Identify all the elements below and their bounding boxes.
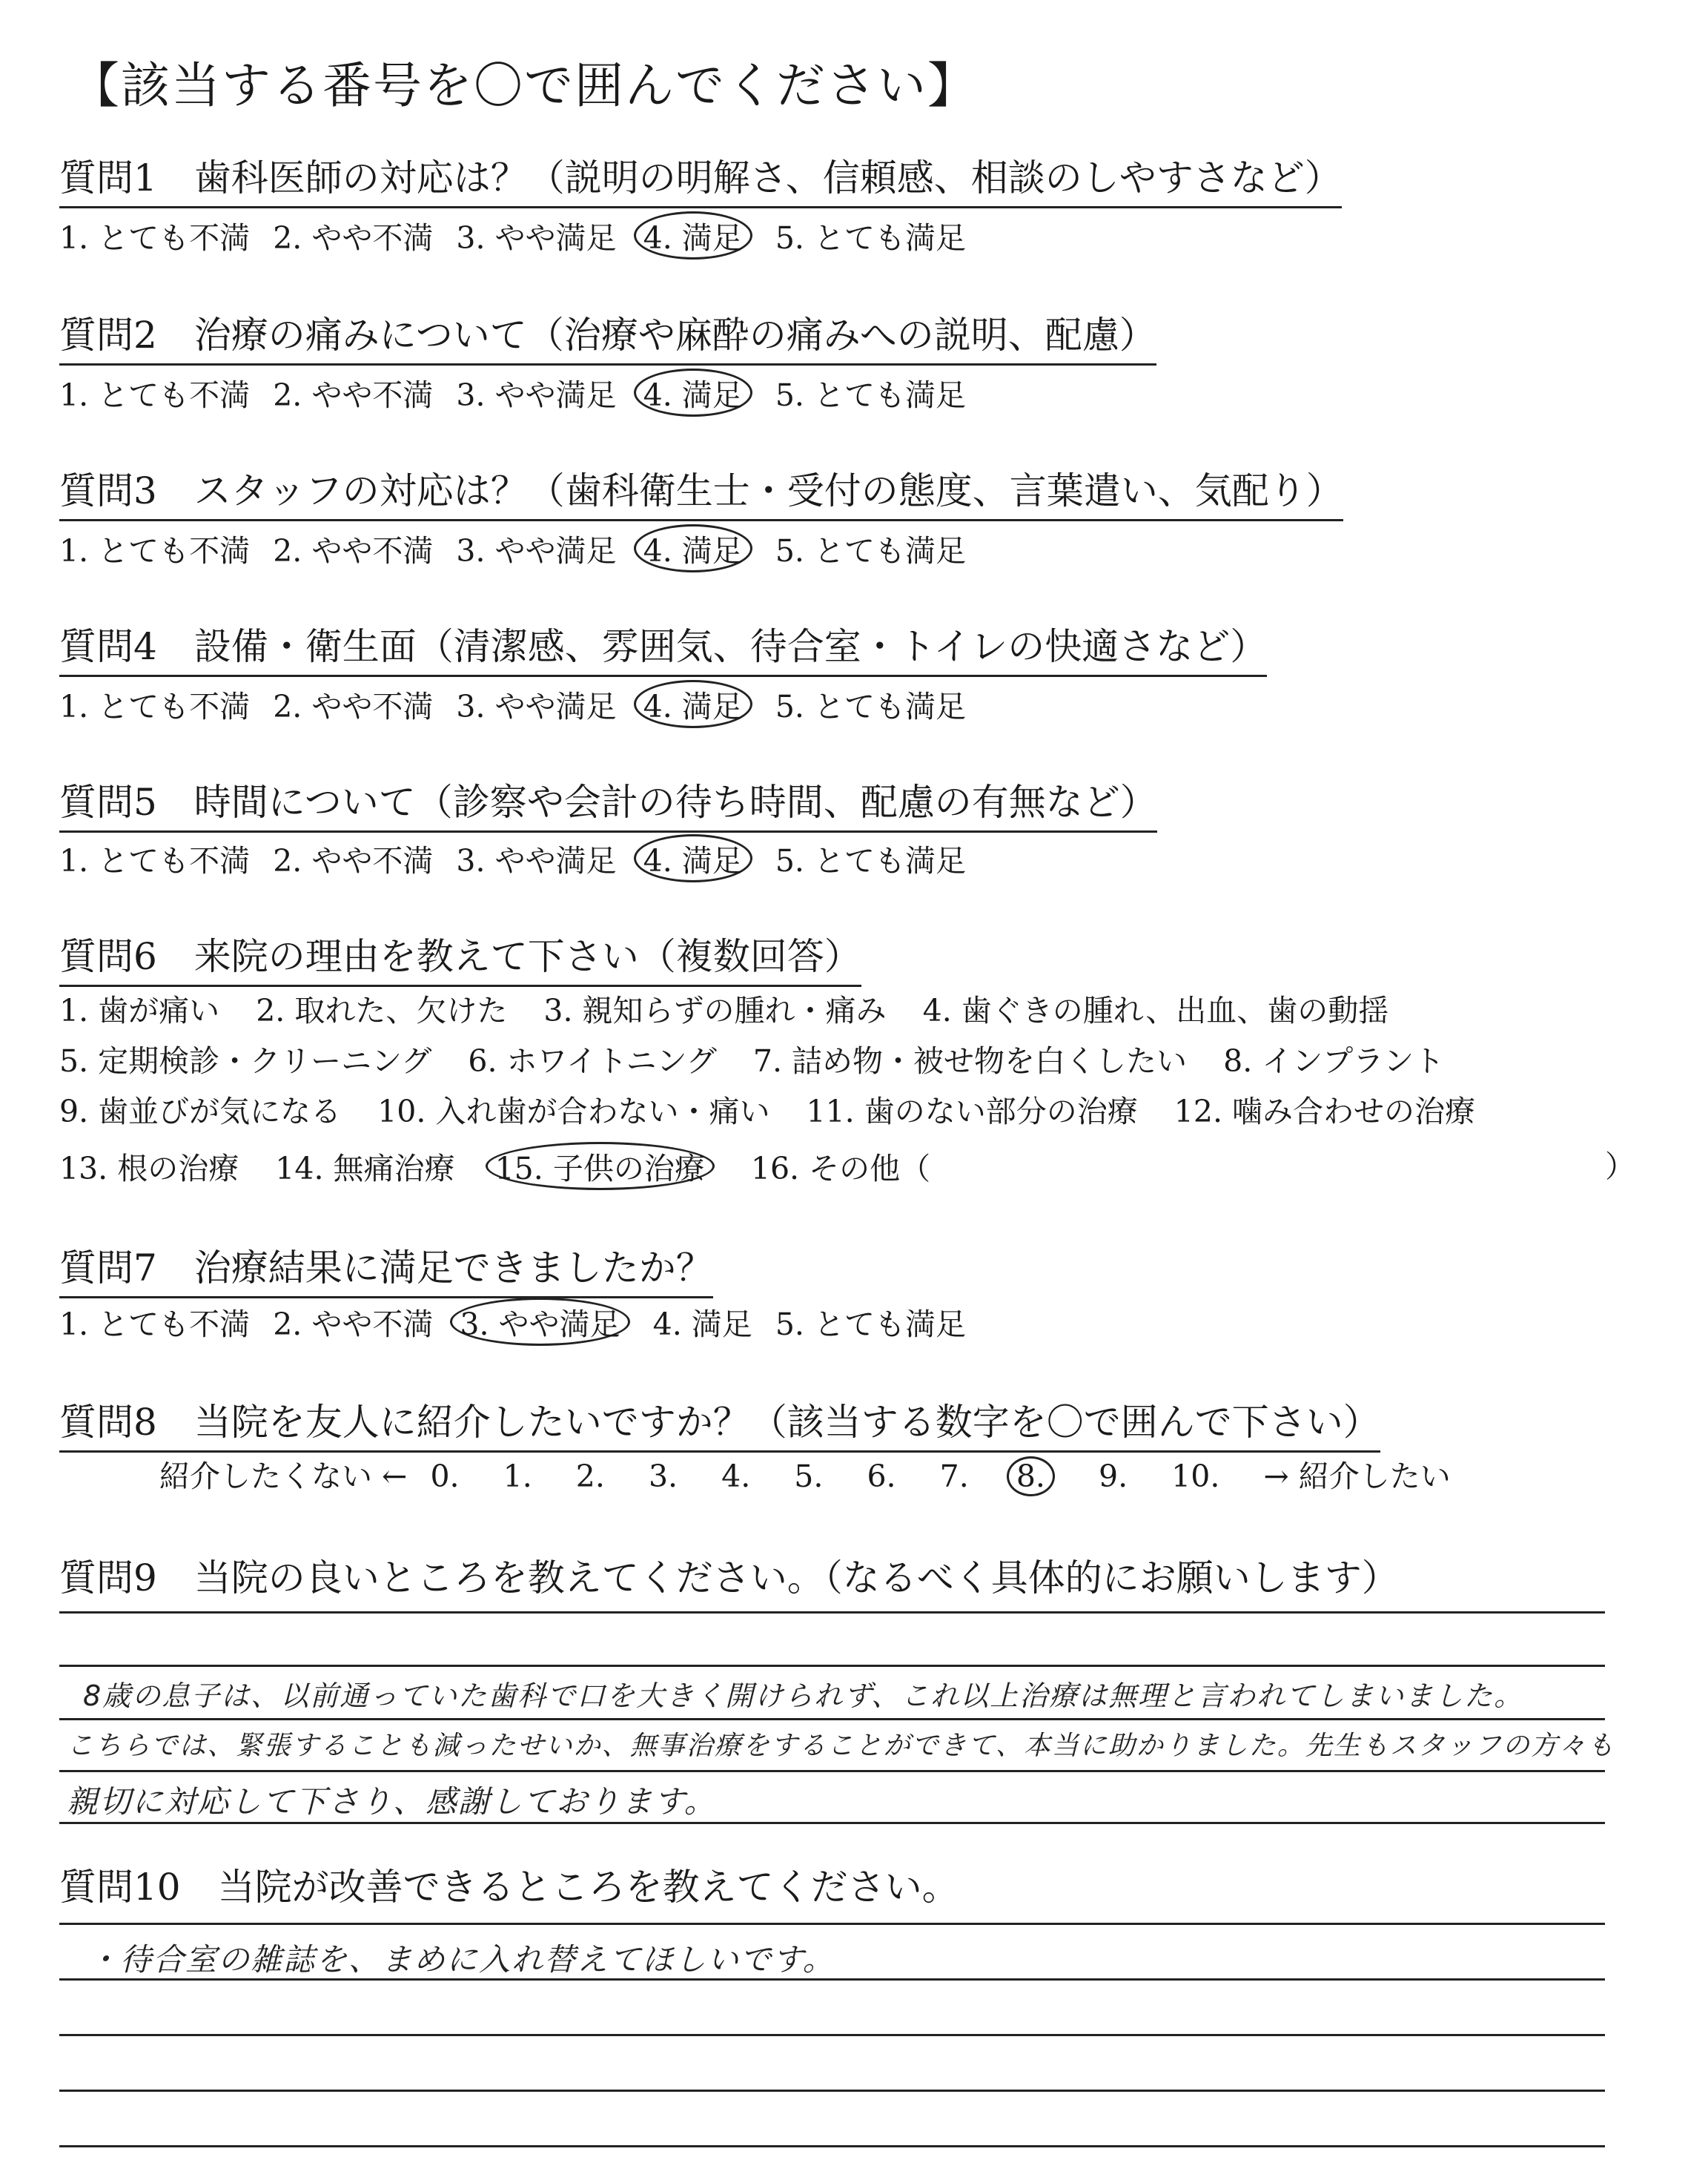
option-3[interactable]: 3. やや満足 bbox=[456, 843, 617, 879]
reason-15-selected[interactable]: 15. 子供の治療 bbox=[486, 1142, 715, 1190]
score-1[interactable]: 1. bbox=[503, 1459, 532, 1494]
q9-answer-line-3: 親切に対応して下さり、感謝しております。 bbox=[67, 1783, 717, 1820]
other-close-paren: ） bbox=[1605, 1149, 1635, 1184]
form-header: 【該当する番号を〇で囲んでください】 bbox=[70, 57, 978, 114]
reason-1[interactable]: 1. 歯が痛い bbox=[59, 993, 220, 1028]
option-2[interactable]: 2. やや不満 bbox=[273, 377, 434, 413]
reason-9[interactable]: 9. 歯並びが気になる bbox=[59, 1094, 342, 1129]
option-4-selected[interactable]: 4. 満足 bbox=[634, 834, 752, 882]
question-1-title: 質問1 歯科医師の対応は？（説明の明解さ、信頼感、相談のしやすさなど） bbox=[59, 148, 1342, 208]
option-1[interactable]: 1. とても不満 bbox=[59, 843, 251, 879]
answer-line bbox=[59, 2034, 1605, 2036]
question-1-options bbox=[59, 211, 979, 260]
reason-2[interactable]: 2. 取れた、欠けた bbox=[256, 993, 508, 1028]
reason-12[interactable]: 12. 噛み合わせの治療 bbox=[1174, 1094, 1476, 1129]
reason-14[interactable]: 14. 無痛治療 bbox=[275, 1151, 455, 1186]
question-3-options bbox=[59, 524, 979, 572]
score-7[interactable]: 7. bbox=[939, 1459, 969, 1494]
option-5[interactable]: 5. とても満足 bbox=[775, 689, 966, 724]
reason-10[interactable]: 10. 入れ歯が合わない・痛い bbox=[377, 1094, 770, 1129]
reason-5[interactable]: 5. 定期検診・クリーニング bbox=[59, 1043, 432, 1079]
answer-line bbox=[59, 2090, 1605, 2092]
option-5[interactable]: 5. とても満足 bbox=[775, 843, 966, 879]
option-4-selected[interactable]: 4. 満足 bbox=[634, 680, 752, 728]
score-3[interactable]: 3. bbox=[648, 1459, 678, 1494]
option-3[interactable]: 3. やや満足 bbox=[456, 377, 617, 413]
score-5[interactable]: 5. bbox=[794, 1459, 824, 1494]
q10-answer-line-1: ・待合室の雑誌を、まめに入れ替えてほしいです。 bbox=[87, 1941, 835, 1978]
question-6-row-2 bbox=[59, 1037, 1471, 1080]
option-1[interactable]: 1. とても不満 bbox=[59, 533, 251, 569]
answer-line bbox=[59, 1770, 1605, 1772]
option-1[interactable]: 1. とても不満 bbox=[59, 1307, 251, 1342]
score-10[interactable]: 10. bbox=[1171, 1459, 1220, 1494]
question-8-title: 質問8 当院を友人に紹介したいですか？（該当する数字を〇で囲んで下さい） bbox=[59, 1393, 1380, 1453]
scale-left-label: 紹介したくない ← bbox=[159, 1459, 408, 1494]
question-7-options bbox=[59, 1298, 979, 1346]
reason-8[interactable]: 8. インプラント bbox=[1223, 1043, 1445, 1079]
option-4-selected[interactable]: 4. 満足 bbox=[634, 369, 752, 417]
option-5[interactable]: 5. とても満足 bbox=[775, 220, 966, 256]
question-6-row-1 bbox=[59, 986, 1415, 1030]
option-2[interactable]: 2. やや不満 bbox=[273, 533, 434, 569]
question-3-title: 質問3 スタッフの対応は？（歯科衛生士・受付の態度、言葉遣い、気配り） bbox=[59, 461, 1343, 521]
question-2-title: 質問2 治療の痛みについて（治療や麻酔の痛みへの説明、配慮） bbox=[59, 305, 1156, 366]
reason-4[interactable]: 4. 歯ぐきの腫れ、出血、歯の動揺 bbox=[922, 993, 1389, 1028]
answer-line bbox=[59, 1611, 1605, 1614]
option-2[interactable]: 2. やや不満 bbox=[273, 689, 434, 724]
question-5-title: 質問5 時間について（診察や会計の待ち時間、配慮の有無など） bbox=[59, 773, 1157, 833]
option-1[interactable]: 1. とても不満 bbox=[59, 377, 251, 413]
option-4-selected[interactable]: 4. 満足 bbox=[634, 211, 752, 260]
option-2[interactable]: 2. やや不満 bbox=[273, 843, 434, 879]
option-4-selected[interactable]: 4. 満足 bbox=[634, 524, 752, 572]
question-4-options bbox=[59, 680, 979, 728]
question-9-title: 質問9 当院の良いところを教えてください。（なるべく具体的にお願いします） bbox=[59, 1556, 1399, 1599]
reason-13[interactable]: 13. 根の治療 bbox=[59, 1151, 239, 1186]
question-6-row-4 bbox=[59, 1142, 957, 1190]
question-6-row-3 bbox=[59, 1087, 1502, 1131]
option-3-selected[interactable]: 3. やや満足 bbox=[450, 1298, 629, 1346]
option-4[interactable]: 4. 満足 bbox=[652, 1307, 752, 1342]
referral-scale bbox=[159, 1452, 1464, 1496]
option-3[interactable]: 3. やや満足 bbox=[456, 689, 617, 724]
reason-16[interactable]: 16. その他（ bbox=[750, 1151, 931, 1186]
answer-line bbox=[59, 1822, 1605, 1824]
reason-11[interactable]: 11. 歯のない部分の治療 bbox=[806, 1094, 1138, 1129]
question-7-title: 質問7 治療結果に満足できましたか？ bbox=[59, 1238, 713, 1298]
score-2[interactable]: 2. bbox=[575, 1459, 605, 1494]
answer-line bbox=[59, 1923, 1605, 1925]
option-1[interactable]: 1. とても不満 bbox=[59, 220, 251, 256]
option-3[interactable]: 3. やや満足 bbox=[456, 220, 617, 256]
score-6[interactable]: 6. bbox=[867, 1459, 896, 1494]
option-2[interactable]: 2. やや不満 bbox=[273, 1307, 434, 1342]
answer-line bbox=[59, 1665, 1605, 1667]
reason-7[interactable]: 7. 詰め物・被せ物を白くしたい bbox=[752, 1043, 1188, 1079]
question-2-options bbox=[59, 369, 979, 417]
answer-line bbox=[59, 1718, 1605, 1720]
option-2[interactable]: 2. やや不満 bbox=[273, 220, 434, 256]
score-8-selected[interactable]: 8. bbox=[1007, 1456, 1055, 1496]
option-1[interactable]: 1. とても不満 bbox=[59, 689, 251, 724]
option-5[interactable]: 5. とても満足 bbox=[775, 533, 966, 569]
q9-answer-line-2: こちらでは、緊張することも減ったせいか、無事治療をすることができて、本当に助かりました。先生もスタッフの方々も bbox=[67, 1731, 1615, 1761]
reason-3[interactable]: 3. 親知らずの腫れ・痛み bbox=[543, 993, 887, 1028]
reason-6[interactable]: 6. ホワイトニング bbox=[468, 1043, 717, 1079]
question-10-title: 質問10 当院が改善できるところを教えてください。 bbox=[59, 1866, 959, 1909]
scale-right-label: → 紹介したい bbox=[1263, 1459, 1451, 1494]
score-4[interactable]: 4. bbox=[721, 1459, 751, 1494]
option-3[interactable]: 3. やや満足 bbox=[456, 533, 617, 569]
question-5-options bbox=[59, 834, 979, 882]
q9-answer-line-1: 8歳の息子は、以前通っていた歯科で口を大きく開けられず、これ以上治療は無理と言われてしまいました。 bbox=[83, 1680, 1524, 1712]
question-4-title: 質問4 設備・衛生面（清潔感、雰囲気、待合室・トイレの快適さなど） bbox=[59, 617, 1267, 677]
answer-line bbox=[59, 2145, 1605, 2147]
score-9[interactable]: 9. bbox=[1098, 1459, 1128, 1494]
option-5[interactable]: 5. とても満足 bbox=[775, 377, 966, 413]
option-5[interactable]: 5. とても満足 bbox=[775, 1307, 966, 1342]
question-6-title: 質問6 来院の理由を教えて下さい（複数回答） bbox=[59, 927, 861, 987]
score-0[interactable]: 0. bbox=[430, 1459, 460, 1494]
